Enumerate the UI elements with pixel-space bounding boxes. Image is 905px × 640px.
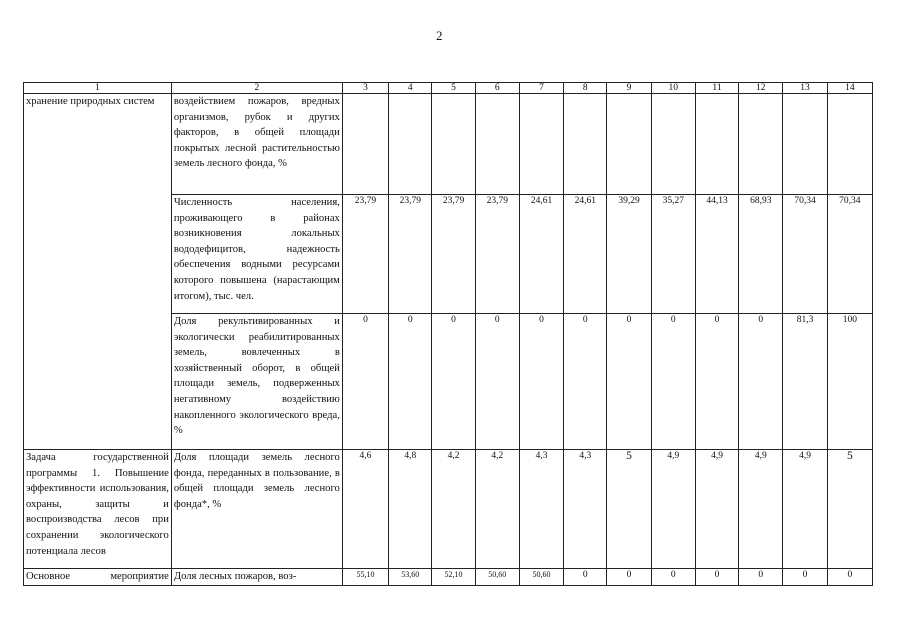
value-cell: 50,60: [475, 569, 519, 586]
value-cell: 4,8: [389, 450, 432, 569]
indicator-cell: воздействием пожаров, вредных организмов, рубок и других факторов, в общей площади покрытых лесной растительностью земель лесного фонда, %: [171, 94, 342, 195]
header-cell: 1: [24, 83, 172, 94]
value-cell: 4,2: [432, 450, 475, 569]
value-cell: [342, 94, 388, 195]
header-cell: 7: [519, 83, 563, 94]
header-cell: 12: [739, 83, 783, 94]
value-cell: 5: [827, 450, 872, 569]
value-cell: 0: [739, 569, 783, 586]
value-cell: 23,79: [475, 195, 519, 314]
value-cell: 4,9: [695, 450, 738, 569]
value-cell: 0: [695, 569, 738, 586]
header-cell: 8: [564, 83, 607, 94]
value-cell: 0: [607, 314, 651, 450]
value-cell: [389, 94, 432, 195]
value-cell: 0: [651, 569, 695, 586]
header-cell: 14: [827, 83, 872, 94]
value-cell: 35,27: [651, 195, 695, 314]
value-cell: 0: [564, 314, 607, 450]
value-cell: 0: [519, 314, 563, 450]
value-cell: 81,3: [783, 314, 827, 450]
value-cell: 4,9: [739, 450, 783, 569]
value-cell: [827, 94, 872, 195]
header-cell: 11: [695, 83, 738, 94]
value-cell: 39,29: [607, 195, 651, 314]
indicator-cell: Доля рекультивированных и экологически реабилитированных земель, вовлеченных в хозяйственный оборот, в общей площади земель, подверженных негативному воздействию накопленного экологического вреда, %: [171, 314, 342, 450]
value-cell: 4,3: [519, 450, 563, 569]
header-cell: 9: [607, 83, 651, 94]
header-cell: 2: [171, 83, 342, 94]
value-cell: 0: [739, 314, 783, 450]
value-cell: 50,60: [519, 569, 563, 586]
value-cell: 68,93: [739, 195, 783, 314]
table-row: [24, 450, 873, 569]
value-cell: 0: [695, 314, 738, 450]
value-cell: [783, 94, 827, 195]
header-cell: 4: [389, 83, 432, 94]
value-cell: [475, 94, 519, 195]
value-cell: 70,34: [827, 195, 872, 314]
header-cell: 6: [475, 83, 519, 94]
value-cell: 4,9: [651, 450, 695, 569]
value-cell: 23,79: [389, 195, 432, 314]
value-cell: 4,9: [783, 450, 827, 569]
goal-cell: хранение природных систем: [24, 94, 172, 450]
value-cell: [564, 94, 607, 195]
value-cell: 55,10: [342, 569, 388, 586]
value-cell: 100: [827, 314, 872, 450]
page-number: 2: [436, 28, 443, 43]
value-cell: 0: [607, 569, 651, 586]
value-cell: 52,10: [432, 569, 475, 586]
header-cell: 13: [783, 83, 827, 94]
header-cell: 10: [651, 83, 695, 94]
value-cell: 0: [342, 314, 388, 450]
value-cell: 4,2: [475, 450, 519, 569]
header-cell: 5: [432, 83, 475, 94]
value-cell: 0: [651, 314, 695, 450]
value-cell: 24,61: [564, 195, 607, 314]
table-row: [24, 94, 873, 195]
value-cell: 0: [827, 569, 872, 586]
indicator-cell: Доля площади земель лесного фонда, переданных в пользование, в общей площади земель лесного фонда*, %: [171, 450, 342, 569]
value-cell: 23,79: [342, 195, 388, 314]
value-cell: 24,61: [519, 195, 563, 314]
table-row: [24, 569, 873, 586]
value-cell: 4,3: [564, 450, 607, 569]
value-cell: 0: [475, 314, 519, 450]
activity-cell: Основное мероприятие: [24, 569, 172, 586]
value-cell: 23,79: [432, 195, 475, 314]
value-cell: 0: [564, 569, 607, 586]
header-row: [24, 83, 873, 94]
value-cell: [519, 94, 563, 195]
value-cell: 0: [432, 314, 475, 450]
value-cell: 70,34: [783, 195, 827, 314]
value-cell: 0: [783, 569, 827, 586]
value-cell: [695, 94, 738, 195]
value-cell: 0: [389, 314, 432, 450]
value-cell: 5: [607, 450, 651, 569]
indicator-cell: Численность населения, проживающего в районах возникновения локальных вододефицитов, надежность обеспечения водными ресурсами которого повышена (нарастающим итогом), тыс. чел.: [171, 195, 342, 314]
header-cell: 3: [342, 83, 388, 94]
indicators-table: [23, 82, 873, 586]
value-cell: 53,60: [389, 569, 432, 586]
value-cell: 4,6: [342, 450, 388, 569]
value-cell: [607, 94, 651, 195]
value-cell: [651, 94, 695, 195]
value-cell: [432, 94, 475, 195]
indicator-cell: Доля лесных пожаров, воз-: [171, 569, 342, 586]
value-cell: [739, 94, 783, 195]
value-cell: 44,13: [695, 195, 738, 314]
task-cell: Задача государственной программы 1. Повышение эффективности использования, охраны, защиты и воспроизводства лесов при сохранении экологического потенциала лесов: [24, 450, 172, 569]
